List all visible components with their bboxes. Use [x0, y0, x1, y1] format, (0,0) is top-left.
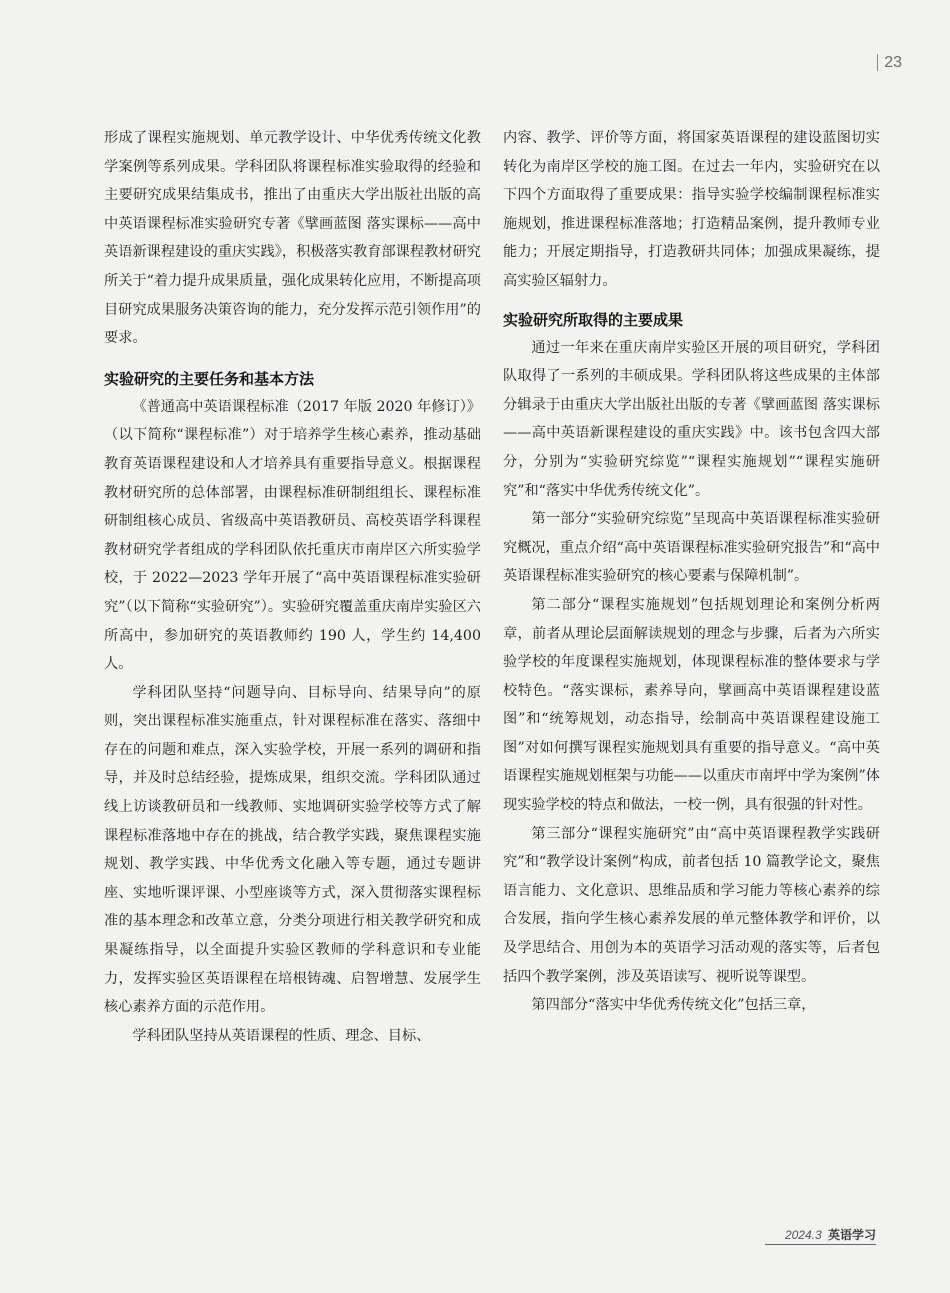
page-footer	[765, 1226, 876, 1245]
right-paragraph-3: 第一部分“实验研究综览”呈现高中英语课程标准实验研究概况，重点介绍“高中英语课程标准实验研究报告”和“高中英语课程标准实验研究的核心要素与保障机制”。	[503, 511, 880, 585]
left-paragraph-4: 学科团队坚持从英语课程的性质、理念、目标、	[132, 1027, 431, 1044]
right-paragraph-5: 第三部分“课程实施研究”由“高中英语课程教学实践研究”和“教学设计案例”构成，前者包括 10 篇教学论文，聚焦语言能力、文化意识、思维品质和学习能力等核心素养的综合发展，指向学生核心素养发展的单元整体教学和评价，以及学思结合、用创为本的英语学习活动观的落实等，后者包括四个教学案例，涉及英语读写、视听说等课型。	[503, 825, 880, 985]
right-paragraph-6: 第四部分“落实中华优秀传统文化”包括三章，	[531, 997, 816, 1014]
page-number: 23	[877, 54, 902, 71]
right-paragraph-1: 内容、教学、评价等方面，将国家英语课程的建设蓝图切实转化为南岸区学校的施工图。在过去一年内，实验研究在以下四个方面取得了重要成果：指导实验学校编制课程标准实施规划，推进课程标准落地；打造精品案例，提升教师专业能力；开展定期指导，打造教研共同体；加强成果凝练，提高实验区辐射力。	[503, 130, 880, 289]
right-column	[503, 124, 880, 1020]
right-paragraph-4: 第二部分“课程实施规划”包括规划理论和案例分析两章，前者从理论层面解读规划的理念与步骤，后者为六所实验学校的年度课程实施规划，体现课程标准的整体要求与学校特色。“落实课标，素养导向，擘画高中英语课程建设蓝图”和“统筹规划，动态指导，绘制高中英语课程建设施工图”对如何撰写课程实施规划具有重要的指导意义。“高中英语课程实施规划框架与功能——以重庆市南坪中学为案例”体现实验学校的特点和做法，一校一例，具有很强的针对性。	[503, 596, 880, 814]
section-heading-main-results: 实验研究所取得的主要成果	[503, 310, 684, 329]
footer-issue: 2024.3	[784, 1228, 822, 1242]
footer-journal-name: 英语学习	[827, 1228, 876, 1242]
left-paragraph-1: 形成了课程实施规划、单元教学设计、中华优秀传统文化教学案例等系列成果。学科团队将课程标准实验取得的经验和主要研究成果结集成书，推出了由重庆大学出版社出版的高中英语课程标准实验研究专著《擘画蓝图 落实课标——高中英语新课程建设的重庆实践》，积极落实教育部课程教材研究所关于“着力提升成果质量，强化成果转化应用，不断提高项目研究成果服务决策咨询的能力，充分发挥示范引领作用”的要求。	[104, 130, 481, 347]
section-heading-tasks-methods: 实验研究的主要任务和基本方法	[104, 369, 315, 388]
right-paragraph-2: 通过一年来在重庆南岸实验区开展的项目研究，学科团队取得了一系列的丰硕成果。学科团队将这些成果的主体部分辑录于由重庆大学出版社出版的专著《擘画蓝图 落实课标——高中英语新课程建设的重庆实践》中。该书包含四大部分，分别为“实验研究综览”“课程实施规划”“课程实施研究”和“落实中华优秀传统文化”。	[503, 339, 880, 499]
left-column	[104, 124, 481, 1050]
left-paragraph-2: 《普通高中英语课程标准（2017 年版 2020 年修订）》（以下简称“课程标准”）对于培养学生核心素养，推动基础教育英语课程建设和人才培养具有重要指导意义。根据课程教材研究所的总体部署，由课程标准研制组组长、课程标准研制组核心成员、省级高中英语教研员、高校英语学科课程教材研究学者组成的学科团队依托重庆市南岸区六所实验学校，于 2022—2023 学年开展了“高中英语课程标准实验研究”（以下简称“实验研究”）。实验研究覆盖重庆南岸实验区六所高中，参加研究的英语教师约 190 人，学生约 14,400 人。	[104, 398, 481, 673]
left-paragraph-3: 学科团队坚持“问题导向、目标导向、结果导向”的原则，突出课程标准实施重点，针对课程标准在落实、落细中存在的问题和难点，深入实验学校，开展一系列的调研和指导，并及时总结经验，提炼成果，组织交流。学科团队通过线上访谈教研员和一线教师、实地调研实验学校等方式了解课程标准落地中存在的挑战，结合教学实践，聚焦课程实施规划、教学实践、中华优秀文化融入等专题，通过专题讲座、实地听课评课、小型座谈等方式，深入贯彻落实课程标准的基本理念和改革立意，分类分项进行相关教学研究和成果凝练指导，以全面提升实验区教师的学科意识和专业能力，发挥实验区英语课程在培根铸魂、启智增慧、发展学生核心素养方面的示范作用。	[104, 684, 481, 1016]
